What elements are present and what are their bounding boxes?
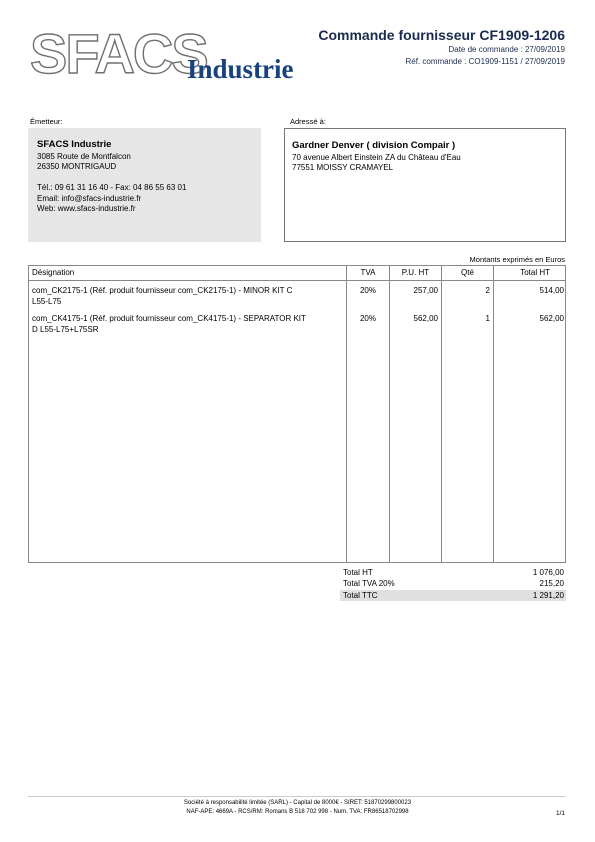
column-divider [441, 266, 442, 562]
sender-website: Web: www.sfacs-industrie.fr [37, 203, 136, 213]
total-ht-value: 1 076,00 [532, 568, 564, 577]
row-designation [32, 314, 344, 335]
sender-phone: Tél.: 09 61 31 16 40 - Fax: 04 86 55 63 01 [37, 183, 187, 193]
total-tva-label: Total TVA 20% [343, 579, 395, 588]
header-total-ht: Total HT [520, 268, 550, 277]
row-designation-line2: D L55-L75+L75SR [32, 324, 99, 334]
row-tva: 20% [359, 286, 376, 295]
currency-note: Montants exprimés en Euros [469, 255, 565, 264]
row-quantity: 1 [485, 314, 490, 323]
sender-address-line2: 26350 MONTRIGAUD [37, 162, 117, 172]
header-quantity: Qté [461, 268, 474, 277]
total-ttc-value: 1 291,20 [532, 591, 564, 600]
row-designation-line1: com_CK2175-1 (Réf. produit fournisseur com_CK2175-1) - MINOR KIT C [32, 286, 293, 295]
row-designation-line2: L55-L75 [32, 296, 62, 306]
header-designation: Désignation [32, 268, 75, 277]
document-title: Commande fournisseur CF1909-1206 [318, 27, 565, 43]
recipient-address-line1: 70 avenue Albert Einstein ZA du Château d'Eau [292, 153, 461, 162]
sender-address-line1: 3085 Route de Montfalcon [37, 152, 131, 161]
total-ttc-row [340, 590, 566, 601]
row-unit-price: 257,00 [413, 286, 438, 295]
footer-legal-line2: NAF-APE: 4669A - RCS/RM: Romans B 518 702 998 - Num. TVA: FR86518702998 [186, 809, 409, 815]
sender-box [28, 128, 261, 242]
row-total: 514,00 [539, 286, 564, 295]
sender-name: SFACS Industrie [37, 139, 112, 150]
row-designation-line1: com_CK4175-1 (Réf. produit fournisseur com_CK4175-1) - SEPARATOR KIT [32, 314, 306, 323]
header-tva: TVA [360, 268, 376, 277]
recipient-address-line2: 77551 MOISSY CRAMAYEL [292, 163, 394, 173]
row-designation [32, 286, 344, 307]
recipient-name: Gardner Denver ( division Compair ) [292, 140, 456, 151]
recipient-label: Adressé à: [290, 117, 326, 126]
order-reference: Réf. commande : CO1909-1151 / 27/09/2019 [405, 57, 565, 66]
sender-email: Email: info@sfacs-industrie.fr [37, 193, 142, 203]
column-divider [389, 266, 390, 562]
company-logo [30, 22, 320, 86]
order-date: Date de commande : 27/09/2019 [448, 45, 565, 54]
footer-legal-line1: Société à responsabilité limitée (SARL) - Capital de 8000€ - SIRET: 51870299800023 [183, 800, 412, 806]
header-unit-price: P.U. HT [401, 268, 430, 277]
total-tva-row [340, 578, 566, 589]
row-quantity: 2 [485, 286, 490, 295]
total-ht-row [340, 567, 566, 578]
row-total: 562,00 [539, 314, 564, 323]
column-divider [493, 266, 494, 562]
row-unit-price: 562,00 [413, 314, 438, 323]
total-ht-label: Total HT [343, 568, 373, 577]
logo-brand: SFACS [30, 22, 207, 85]
table-header-divider [29, 280, 565, 281]
logo-subtitle: Industrie [187, 54, 294, 84]
footer-divider [28, 796, 566, 797]
total-ttc-label: Total TTC [343, 591, 378, 600]
row-tva: 20% [359, 314, 376, 323]
sender-label: Émetteur: [30, 117, 63, 126]
page-number: 1/1 [555, 810, 565, 817]
order-lines-table [28, 265, 566, 563]
column-divider [346, 266, 347, 562]
recipient-box [284, 128, 566, 242]
total-tva-value: 215,20 [539, 579, 564, 588]
